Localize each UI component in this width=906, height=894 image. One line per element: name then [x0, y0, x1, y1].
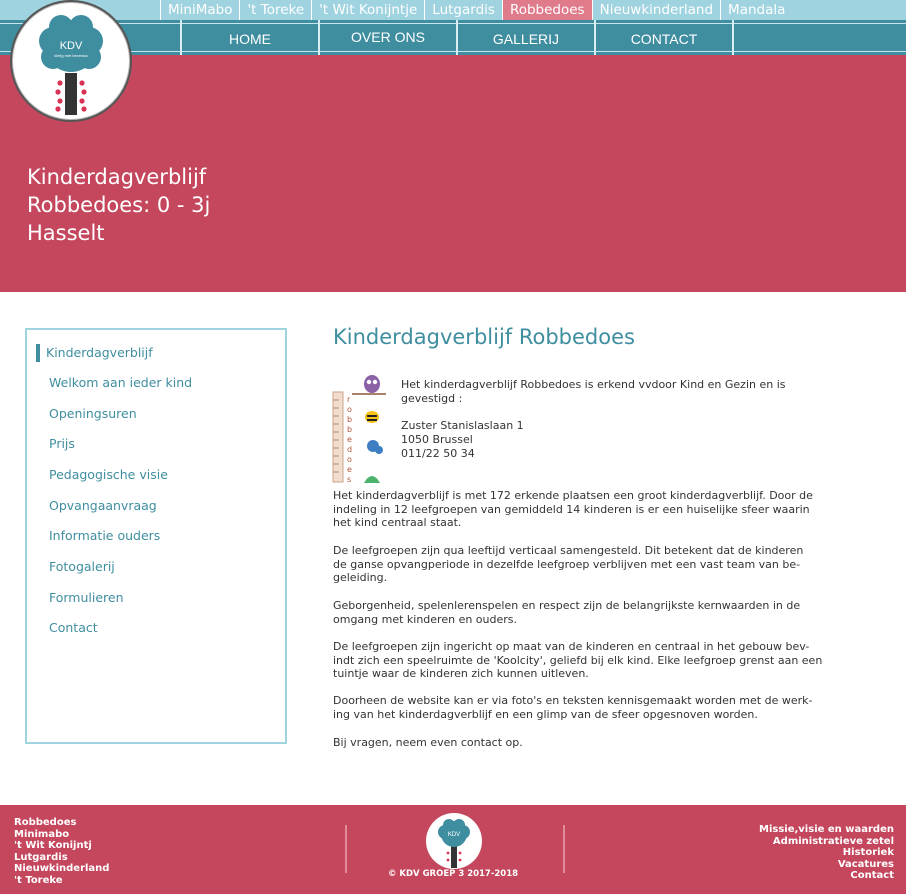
content-paragraph [333, 544, 823, 585]
hero-title-line: Kinderdagverblijf [27, 165, 207, 189]
paragraph-line: De leefgroepen zijn qua leeftijd verticaal samengesteld. Dit betekent dat de kinderen [333, 544, 804, 557]
footer-divider [345, 825, 347, 873]
measure-letter: b [347, 415, 353, 424]
footer-link[interactable]: Administratieve zetel [772, 835, 894, 847]
site-link-t-toreke[interactable]: 't Toreke [239, 0, 311, 20]
paragraph-line: Het kinderdagverblijf is met 172 erkende plaatsen een groot kinderdagverblijf. Door de [333, 489, 813, 502]
footer-link[interactable]: Minimabo [14, 828, 70, 840]
address-block [401, 419, 524, 461]
intro-line: gevestigd : [401, 392, 463, 405]
intro-text [401, 378, 786, 406]
content-paragraph [333, 736, 823, 750]
measure-letter: r [347, 395, 351, 404]
paragraph-line: Doorheen de website kan er via foto's en teksten kennisgemaakt worden met de werk- [333, 694, 813, 707]
footer-link[interactable]: Nieuwkinderland [14, 863, 110, 874]
footer [0, 805, 906, 894]
site-links [160, 0, 792, 20]
footer-link[interactable]: Vacatures [837, 858, 894, 870]
measure-letter: e [347, 435, 352, 444]
footer-link[interactable]: Lutgardis [14, 851, 68, 863]
sidebar-item-informatie-ouders[interactable]: Informatie ouders [49, 528, 161, 543]
site-link-mandala[interactable]: Mandala [720, 0, 792, 20]
footer-link[interactable]: 't Wit Konijntj [14, 840, 92, 851]
main-nav [0, 20, 906, 55]
address-city: 1050 Brussel [401, 433, 473, 446]
site-link-t-wit-konijntje[interactable]: 't Wit Konijntje [311, 0, 424, 20]
paragraph-line: tuintje waar de kinderen zich kunnen uitleven. [333, 667, 589, 681]
footer-logo-text: KDV [447, 832, 461, 838]
footer-link[interactable]: Robbedoes [14, 817, 77, 828]
measure-letter: d [347, 445, 353, 454]
hero-title [27, 163, 210, 247]
intro-line: Het kinderdagverblijf Robbedoes is erkend vvdoor Kind en Gezin en is [401, 378, 786, 391]
height-chart-image [332, 372, 390, 484]
site-link-minimabo[interactable]: MiniMabo [160, 0, 239, 20]
paragraph-line: ing van het kinderdagverblijf en een glimp van de sfeer opgesnoven worden. [333, 707, 758, 721]
paragraph-line: de ganse opvangperiode in dezelfde leefgroep verblijven met een vast team van be- [333, 557, 801, 571]
content-paragraph [333, 694, 823, 721]
sidebar-menu [25, 328, 287, 744]
measure-letter: e [347, 465, 352, 474]
sidebar-item-prijs[interactable]: Prijs [49, 436, 75, 451]
address-street: Zuster Stanislaslaan 1 [401, 419, 524, 432]
measure-letter: o [347, 405, 352, 414]
content-paragraph [333, 489, 823, 530]
measure-letter: s [347, 475, 352, 484]
nav-contact[interactable]: CONTACT [594, 20, 734, 55]
paragraph-line: De leefgroepen zijn ingericht op maat van de kinderen en centraal in het gebouw bev- [333, 640, 810, 653]
hero-banner [0, 55, 906, 292]
nav-home[interactable]: HOME [180, 20, 318, 55]
nav-about[interactable]: OVER ONS [318, 20, 456, 55]
footer-site-links [14, 817, 109, 886]
paragraph-line: omgang met kinderen en ouders. [333, 612, 518, 626]
nav-gallery[interactable]: GALLERIJ [456, 20, 594, 55]
footer-link[interactable]: Contact [850, 870, 894, 881]
paragraph-line: indt zich een speelruimte de 'Koolcity', geliefd bij elk kind. Elke leefgroep grenst aan een [333, 653, 823, 667]
sidebar-item-openingsuren[interactable]: Openingsuren [49, 406, 137, 421]
sidebar-item-pedagogische-visie[interactable]: Pedagogische visie [49, 467, 168, 482]
tree-logo-icon [13, 3, 129, 119]
sidebar-item-formulieren[interactable]: Formulieren [49, 590, 124, 605]
measure-letter: b [347, 425, 353, 434]
content-paragraph [333, 640, 823, 681]
measure-letter: o [347, 455, 352, 464]
paragraph-line: Bij vragen, neem even contact op. [333, 736, 523, 749]
hero-title-line: Hasselt [27, 221, 105, 245]
sidebar-heading[interactable]: Kinderdagverblijf [36, 344, 153, 362]
footer-info-links [759, 824, 894, 882]
sidebar-item-opvangaanvraag[interactable]: Opvangaanvraag [49, 498, 157, 513]
paragraph-line: Geborgenheid, spelenlerenspelen en respect zijn de belangrijkste kernwaarden in de [333, 599, 801, 612]
tree-logo-icon [426, 813, 482, 869]
sidebar-item-welkom[interactable]: Welkom aan ieder kind [49, 375, 193, 390]
site-link-nieuwkinderland[interactable]: Nieuwkinderland [592, 0, 720, 20]
site-logo[interactable] [12, 2, 130, 120]
sidebar-item-fotogalerij[interactable]: Fotogalerij [49, 559, 115, 574]
phone-number: 011/22 50 34 [401, 447, 475, 460]
paragraph-line: het kind centraal staat. [333, 516, 462, 530]
footer-link[interactable]: Missie,visie en waarden [759, 824, 894, 835]
footer-logo[interactable] [426, 813, 482, 869]
site-links-bar [0, 0, 906, 20]
logo-tagline: kleiig met bevenka [54, 53, 88, 58]
copyright: © KDV GROEP 3 2017-2018 [387, 869, 519, 879]
hero-title-line: Robbedoes: 0 - 3j [27, 193, 211, 217]
content-paragraph [333, 599, 823, 626]
logo-text: KDV [59, 40, 83, 52]
footer-link[interactable]: 't Toreke [14, 874, 63, 886]
site-link-robbedoes[interactable]: Robbedoes [502, 0, 592, 20]
paragraph-line: geleiding. [333, 571, 388, 585]
footer-divider [563, 825, 565, 873]
site-link-lutgardis[interactable]: Lutgardis [424, 0, 502, 20]
sidebar-item-contact[interactable]: Contact [49, 620, 98, 635]
paragraph-line: indeling in 12 leefgroepen van gemiddeld 14 kinderen is er een huiselijke sfeer waarin [333, 502, 810, 516]
footer-link[interactable]: Historiek [842, 847, 894, 858]
page-title: Kinderdagverblijf Robbedoes [333, 325, 635, 349]
